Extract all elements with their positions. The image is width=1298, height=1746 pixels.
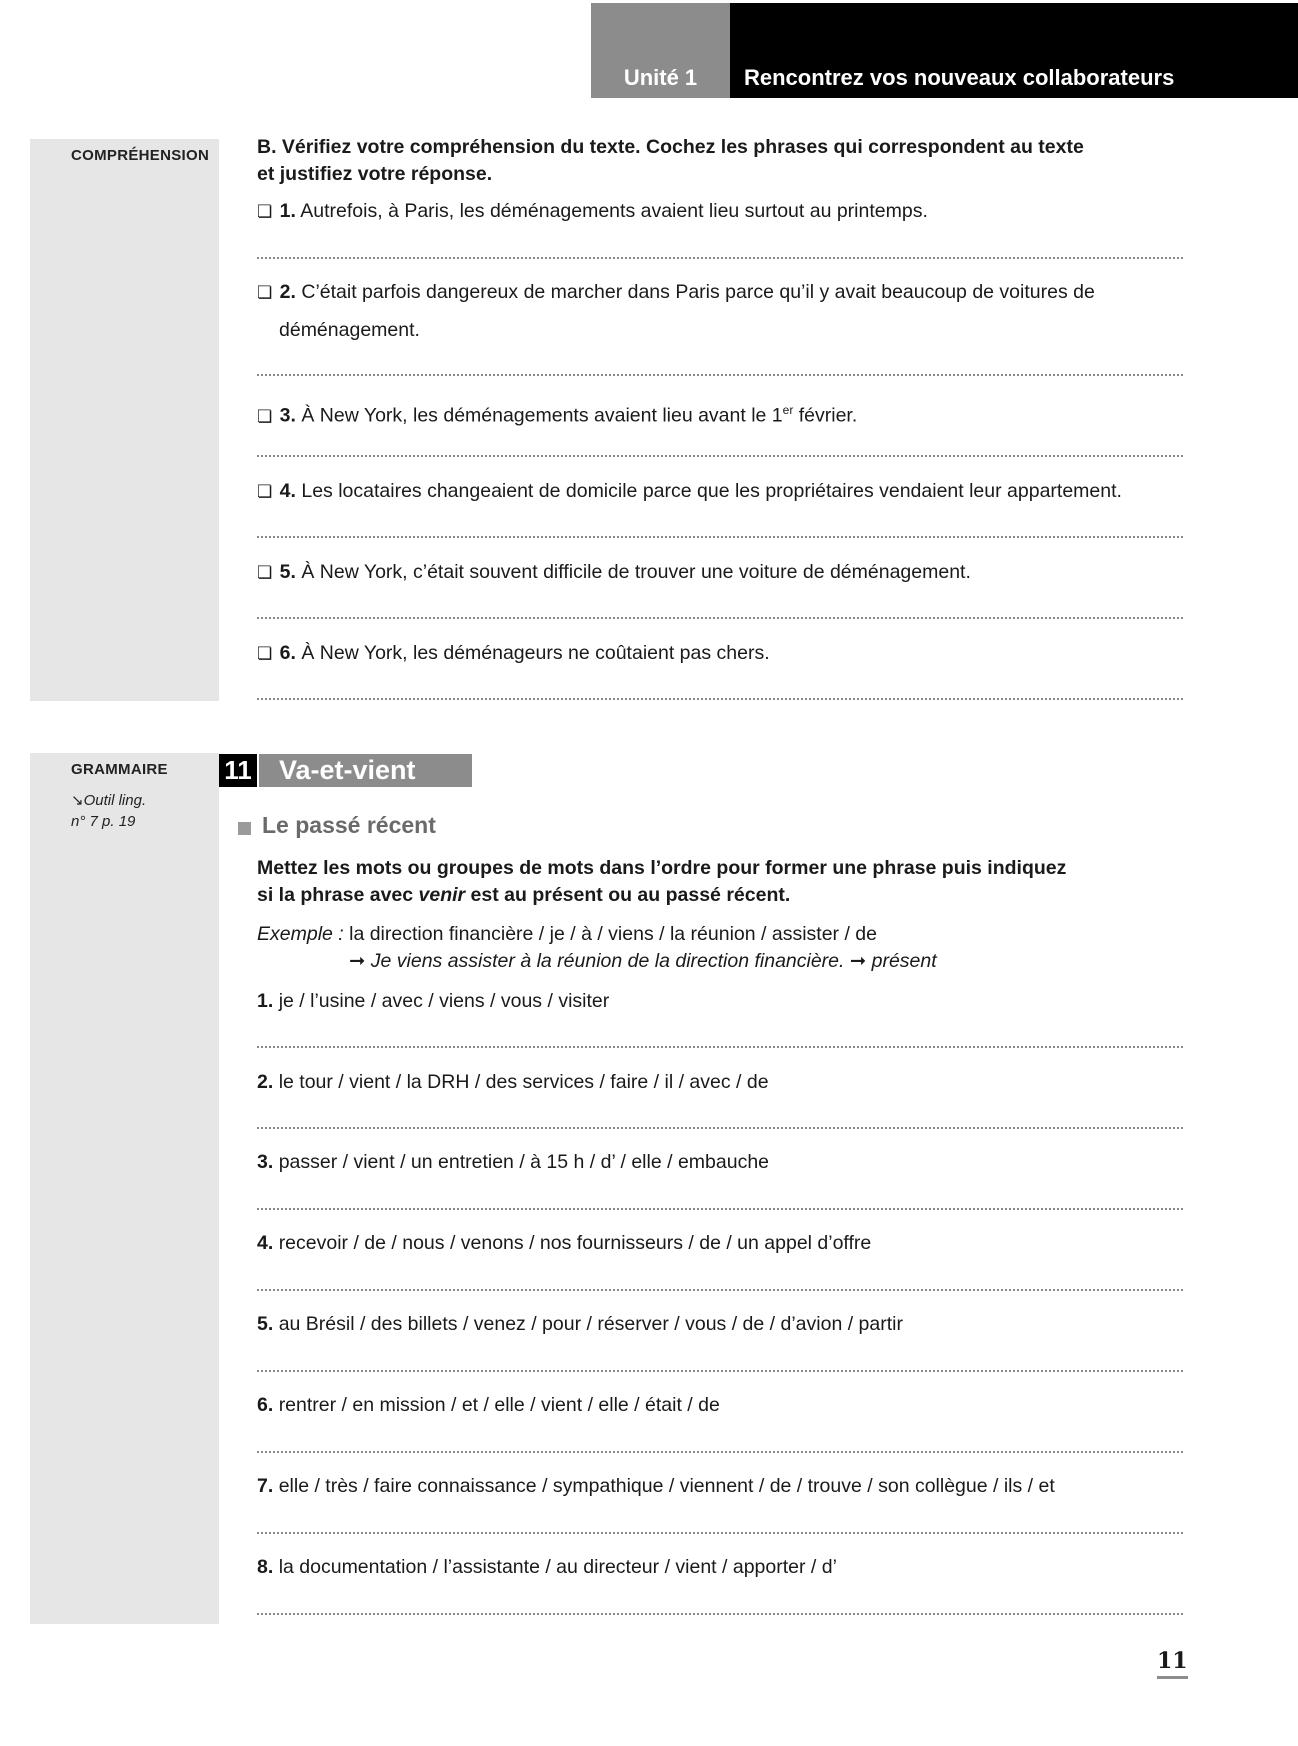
checkbox-icon[interactable]: ❏ [257,202,273,221]
instruction-text: si la phrase avec [257,884,419,906]
item-number: 7. [257,1475,274,1497]
exercise-number: 11 [219,754,257,787]
item-number: 6. [257,1394,274,1416]
example-words: la direction financière / je / à / viens / la réunion / assister / de [343,923,877,945]
instruction-text-end: est au présent ou au passé récent. [465,884,791,906]
answer-line[interactable] [257,455,1183,457]
answer-line[interactable] [257,257,1183,259]
grammar-item-4 [257,1225,1187,1262]
item-text-end: février. [793,404,858,427]
item-text-continued: déménagement. [279,319,420,341]
item-text: À New York, les déménageurs ne coûtaient pas chers. [301,642,770,664]
item-text: je / l’usine / avec / viens / vous / visiter [278,990,610,1012]
grammar-item-1 [257,983,1187,1020]
arrow-right-icon: ➞ [849,950,867,972]
item-text: rentrer / en mission / et / elle / vient / elle / était / de [278,1394,720,1416]
example-answer [349,948,937,975]
arrow-down-right-icon: ↘ [71,792,84,809]
comprehension-item-5 [257,554,1187,591]
checkbox-icon[interactable]: ❏ [257,563,273,582]
superscript: er [782,403,794,417]
grammar-item-6 [257,1387,1187,1424]
item-text: recevoir / de / nous / venons / nos fournisseurs / de / un appel d’offre [278,1232,872,1254]
item-number: 2. [257,1071,274,1093]
item-number: 4. [257,1232,274,1254]
comprehension-item-1 [257,193,1187,230]
answer-line[interactable] [257,617,1183,619]
answer-line[interactable] [257,1046,1183,1048]
grammar-instructions [257,855,1157,909]
grammar-item-5 [257,1306,1187,1343]
answer-line[interactable] [257,1370,1183,1372]
comprehension-item-6 [257,635,1187,672]
item-text: À New York, c’était souvent difficile de trouver une voiture de déménagement. [301,561,971,583]
reference-line-2: n° 7 p. 19 [71,813,136,830]
answer-line[interactable] [257,698,1183,700]
answer-line[interactable] [257,1127,1183,1129]
instruction-line-2: et justifiez votre réponse. [257,163,493,185]
item-text: Les locataires changeaient de domicile parce que les propriétaires vendaient leur appartement. [301,480,1122,502]
item-number: 4. [279,480,296,502]
reference-note [71,790,146,832]
answer-line[interactable] [257,374,1183,376]
example-prompt [257,921,877,948]
item-text: la documentation / l’assistante / au directeur / vient / apporter / d’ [278,1556,837,1578]
item-number: 5. [257,1313,274,1335]
grammar-item-8 [257,1549,1187,1586]
answer-line[interactable] [257,1289,1183,1291]
instruction-line-1: B. Vérifiez votre compréhension du texte. Cochez les phrases qui correspondent au texte [257,136,1084,158]
item-text: Autrefois, à Paris, les déménagements avaient lieu surtout au printemps. [300,200,928,222]
grammar-item-7 [257,1468,1187,1505]
comprehension-label: COMPRÉHENSION [71,147,210,164]
answer-line[interactable] [257,1613,1183,1615]
item-number: 6. [279,642,296,664]
item-text: C’était parfois dangereux de marcher dans Paris parce qu’il y avait beaucoup de voitures de [301,281,1095,303]
item-number: 2. [279,281,296,303]
grammar-item-2 [257,1064,1187,1101]
checkbox-icon[interactable]: ❏ [257,644,273,663]
instruction-line-2 [257,882,1157,909]
unit-tab: Unité 1 [591,3,730,98]
item-number: 1. [279,200,296,222]
answer-line[interactable] [257,536,1183,538]
comprehension-item-2 [257,274,1187,311]
grammar-item-3 [257,1144,1187,1181]
instruction-line-1: Mettez les mots ou groupes de mots dans l’ordre pour former une phrase puis indiquez [257,857,1067,879]
answer-line[interactable] [257,1451,1183,1453]
checkbox-icon[interactable]: ❏ [257,406,273,426]
item-text: elle / très / faire connaissance / sympathique / viennent / de / trouve / son collègue / ils / et [278,1475,1055,1497]
instruction-emphasis: venir [418,884,466,906]
example-label: Exemple : [257,923,344,945]
example-tense: présent [866,950,937,972]
example-sentence: Je viens assister à la réunion de la direction financière. [365,950,850,972]
unit-title: Rencontrez vos nouveaux collaborateurs [730,3,1298,98]
answer-line[interactable] [257,1208,1183,1210]
item-number: 3. [279,404,296,427]
section-subtitle: Le passé récent [262,812,436,838]
item-number: 5. [279,561,296,583]
reference-line-1: Outil ling. [83,792,147,809]
arrow-right-icon: ➞ [349,950,366,972]
comprehension-item-4 [257,473,1187,510]
answer-line[interactable] [257,1532,1183,1534]
grammar-sidebar [30,753,219,1624]
item-text: au Brésil / des billets / venez / pour / réserver / vous / de / d’avion / partir [278,1313,903,1335]
grammar-label: GRAMMAIRE [71,761,168,778]
page-number: 11 [1157,1648,1188,1679]
comprehension-sidebar [30,139,219,701]
comprehension-item-3 [257,392,1187,435]
checkbox-icon[interactable]: ❏ [257,283,273,302]
item-text: passer / vient / un entretien / à 15 h / d’ / elle / embauche [278,1151,770,1173]
item-number: 1. [257,990,274,1012]
item-number: 3. [257,1151,274,1173]
checkbox-icon[interactable]: ❏ [257,482,273,501]
item-number: 8. [257,1556,274,1578]
item-text: le tour / vient / la DRH / des services / faire / il / avec / de [278,1071,769,1093]
exercise-title: Va-et-vient [259,754,472,787]
item-text: À New York, les déménagements avaient lieu avant le 1 [301,404,783,427]
comprehension-instructions [257,134,1157,188]
bullet-square-icon [238,822,251,835]
